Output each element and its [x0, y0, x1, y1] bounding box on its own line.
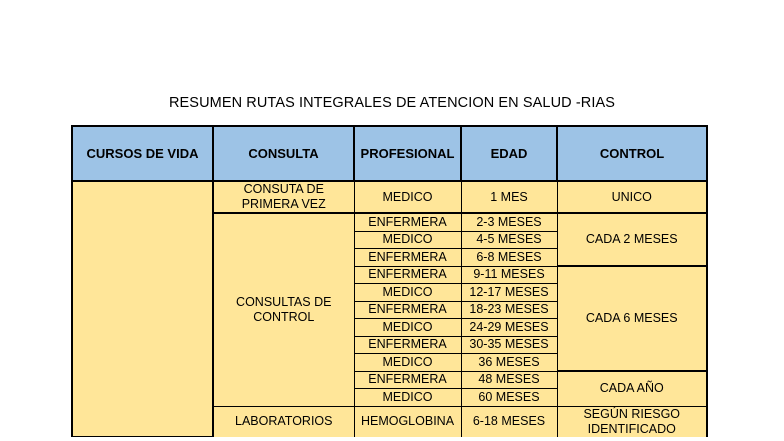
profesional-cell: MEDICO [354, 231, 461, 249]
profesional-cell: MEDICO [354, 319, 461, 337]
rias-table [71, 125, 708, 437]
consulta-laboratorios: LABORATORIOS [213, 406, 354, 437]
header-control: CONTROL [557, 126, 707, 181]
profesional-cell: ENFERMERA [354, 213, 461, 231]
edad-cell: 48 MESES [461, 371, 557, 389]
profesional-cell: HEMOGLOBINA [354, 406, 461, 437]
profesional-cell: MEDICO [354, 354, 461, 372]
control-cada-2: CADA 2 MESES [557, 213, 707, 266]
profesional-cell: ENFERMERA [354, 301, 461, 319]
table-row [72, 181, 707, 213]
profesional-cell: ENFERMERA [354, 371, 461, 389]
profesional-cell: MEDICO [354, 284, 461, 302]
edad-cell: 18-23 MESES [461, 301, 557, 319]
edad-cell: 6-18 MESES [461, 406, 557, 437]
control-cada-6: CADA 6 MESES [557, 266, 707, 371]
profesional-cell: ENFERMERA [354, 249, 461, 267]
profesional-cell: MEDICO [354, 181, 461, 213]
control-unico: UNICO [557, 181, 707, 213]
edad-cell: 24-29 MESES [461, 319, 557, 337]
consulta-control: CONSULTAS DE CONTROL [213, 213, 354, 406]
edad-cell: 6-8 MESES [461, 249, 557, 267]
edad-cell: 4-5 MESES [461, 231, 557, 249]
edad-cell: 9-11 MESES [461, 266, 557, 284]
profesional-cell: ENFERMERA [354, 266, 461, 284]
header-profesional: PROFESIONAL [354, 126, 461, 181]
page-title: RESUMEN RUTAS INTEGRALES DE ATENCION EN SALUD -RIAS [168, 95, 616, 111]
header-cursos: CURSOS DE VIDA [72, 126, 213, 181]
edad-cell: 36 MESES [461, 354, 557, 372]
edad-cell: 2-3 MESES [461, 213, 557, 231]
consulta-primera-vez: CONSUTA DE PRIMERA VEZ [213, 181, 354, 213]
edad-cell: 30-35 MESES [461, 336, 557, 354]
header-edad: EDAD [461, 126, 557, 181]
edad-cell: 60 MESES [461, 389, 557, 407]
header-consulta: CONSULTA [213, 126, 354, 181]
edad-cell: 12-17 MESES [461, 284, 557, 302]
cursos-cell [72, 181, 213, 437]
profesional-cell: MEDICO [354, 389, 461, 407]
control-segun-riesgo: SEGÚN RIESGO IDENTIFICADO [557, 406, 707, 437]
edad-cell: 1 MES [461, 181, 557, 213]
profesional-cell: ENFERMERA [354, 336, 461, 354]
header-row [72, 126, 707, 181]
control-cada-ano: CADA AÑO [557, 371, 707, 406]
